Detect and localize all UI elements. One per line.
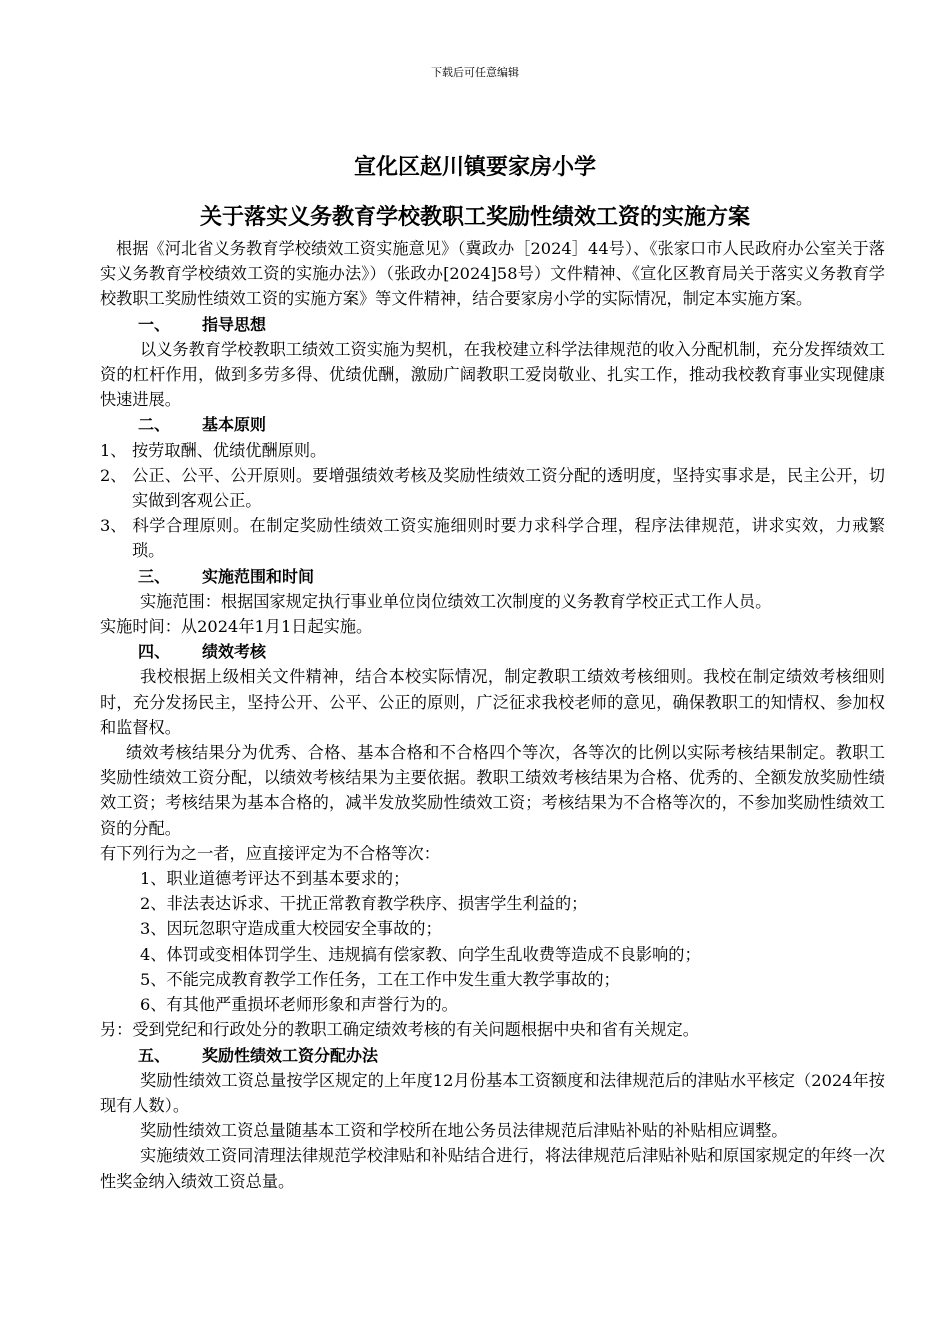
assessment-paragraph-2: 绩效考核结果分为优秀、合格、基本合格和不合格四个等次，各等次的比例以实际考核结果制定。教职工奖励性绩效工资分配，以绩效考核结果为主要依据。教职工绩效考核结果为合格、优秀的、全额发放奖励性绩效工资；考核结果为基本合格的，减半发放奖励性绩效工资；考核结果为不合格等次的，不参加奖励性绩效工资的分配。 bbox=[100, 743, 885, 838]
disqualify-item: 6、有其他严重损坏老师形象和声誉行为的。 bbox=[140, 995, 458, 1015]
assessment-paragraph-3: 有下列行为之一者，应直接评定为不合格等次： bbox=[100, 843, 440, 863]
section-heading-3: 三、 实施范围和时间 bbox=[138, 566, 315, 586]
disqualify-item: 2、非法表达诉求、干扰正常教育教学秩序、损害学生利益的； bbox=[140, 894, 588, 914]
document-title-plan: 关于落实义务教育学校教职工奖励性绩效工资的实施方案 bbox=[199, 205, 750, 230]
assessment-note: 另：受到党纪和行政处分的教职工确定绩效考核的有关问题根据中央和省有关规定。 bbox=[100, 1020, 699, 1040]
section-heading-1: 一、 指导思想 bbox=[138, 314, 267, 334]
section-heading-4: 四、 绩效考核 bbox=[138, 642, 267, 662]
principle-item: 3、 科学合理原则。在制定奖励性绩效工资实施细则时要力求科学合理，程序法律规范，讲求实效，力戒繁琐。 bbox=[100, 516, 885, 561]
page-header-note: 下载后可任意编辑 bbox=[431, 66, 519, 79]
document-body bbox=[100, 236, 885, 1194]
disqualify-item: 3、因玩忽职守造成重大校园安全事故的； bbox=[140, 919, 442, 939]
section-heading-2: 二、 基本原则 bbox=[138, 415, 267, 435]
disqualify-item: 1、职业道德考评达不到基本要求的； bbox=[140, 869, 410, 889]
distribution-paragraph-2: 奖励性绩效工资总量随基本工资和学校所在地公务员法律规范后津贴补贴的补贴相应调整。 bbox=[140, 1121, 788, 1141]
scope-text: 实施范围：根据国家规定执行事业单位岗位绩效工次制度的义务教育学校正式工作人员。 bbox=[140, 591, 772, 611]
document-title-school: 宣化区赵川镇要家房小学 bbox=[353, 155, 596, 180]
section-heading-5: 五、 奖励性绩效工资分配办法 bbox=[138, 1045, 379, 1065]
time-text: 实施时间：从2024年1月1日起实施。 bbox=[100, 617, 373, 637]
principle-item: 1、 按劳取酬、优绩优酬原则。 bbox=[100, 440, 327, 460]
distribution-paragraph-1: 奖励性绩效工资总量按学区规定的上年度12月份基本工资额度和法律规范后的津贴水平核定（2024年按现有人数）。 bbox=[100, 1070, 885, 1115]
intro-paragraph: 根据《河北省义务教育学校绩效工资实施意见》（冀政办［2024］44号）、《张家口市人民政府办公室关于落实义务教育学校绩效工资的实施办法》）（张政办[2024]58号）文件精神、《宣化区教育局关于落实义务教育学校教职工奖励性绩效工资的实施方案》等文件精神，结合要家房小学的实际情况，制定本实施方案。 bbox=[100, 239, 885, 309]
principle-item: 2、 公正、公平、公开原则。要增强绩效考核及奖励性绩效工资分配的透明度，坚持实事求是，民主公开，切实做到客观公正。 bbox=[100, 465, 885, 511]
distribution-paragraph-3: 实施绩效工资同清理法律规范学校津贴和补贴结合进行，将法律规范后津贴补贴和原国家规定的年终一次性奖金纳入绩效工资总量。 bbox=[100, 1146, 885, 1191]
disqualify-item: 4、体罚或变相体罚学生、违规搞有偿家教、向学生乱收费等造成不良影响的； bbox=[140, 944, 701, 964]
section-1-text: 以义务教育学校教职工绩效工资实施为契机，在我校建立科学法律规范的收入分配机制，充分发挥绩效工资的杠杆作用，做到多劳多得、优绩优酬，激励广阔教职工爱岗敬业、扎实工作，推动我校教育事业实现健康快速进展。 bbox=[100, 339, 885, 410]
disqualify-item: 5、不能完成教育教学工作任务，工在工作中发生重大教学事故的； bbox=[140, 969, 620, 989]
assessment-paragraph-1: 我校根据上级相关文件精神，结合本校实际情况，制定教职工绩效考核细则。我校在制定绩效考核细则时，充分发扬民主，坚持公开、公平、公正的原则，广泛征求我校老师的意见，确保教职工的知情权、参加权和监督权。 bbox=[100, 667, 885, 737]
